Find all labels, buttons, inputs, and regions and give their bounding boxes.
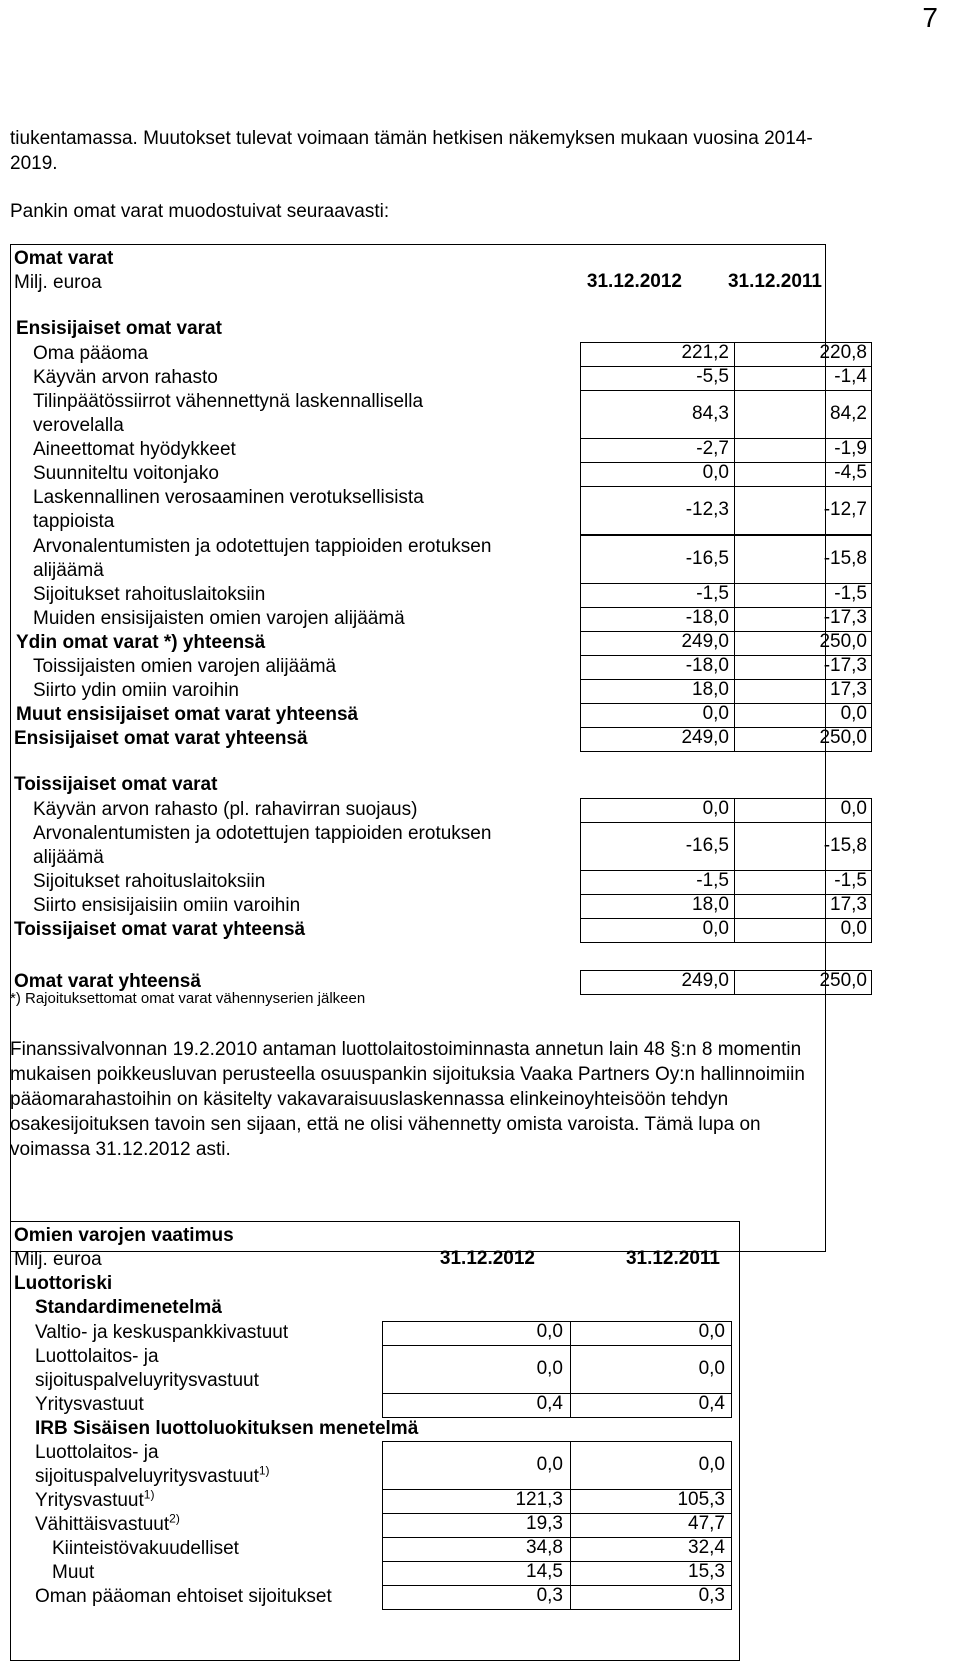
paragraph-line: voimassa 31.12.2012 asti. — [10, 1139, 231, 1160]
value-2011: 0,0 — [698, 1321, 725, 1342]
row-label: Omat varat yhteensä — [14, 971, 201, 992]
value-2012: -12,3 — [685, 499, 729, 520]
paragraph-line: osakesijoituksen tavoin sen sijaan, että ne olisi vähennetty omista varoista. Tämä lupa on — [10, 1114, 761, 1135]
value-2012: -18,0 — [685, 655, 729, 676]
row-label: Toissijaiset omat varat yhteensä — [14, 919, 306, 940]
row-label: Laskennallinen verosaaminen verotuksellisista — [33, 487, 424, 508]
row-label: Sijoitukset rahoituslaitoksiin — [33, 584, 266, 605]
value-2011: 105,3 — [677, 1489, 725, 1510]
footnote-marker: 2) — [169, 1511, 180, 1526]
row-label: Muut — [52, 1562, 95, 1583]
value-2011: 17,3 — [830, 679, 867, 700]
unit-label: Milj. euroa — [14, 1249, 102, 1270]
paragraph-line: pääomarahastoihin on käsitelty vakavaraisuuslaskennassa elinkeinoyhteisöön tehdyn — [10, 1089, 729, 1110]
value-2012: -1,5 — [696, 583, 729, 604]
row-label: Aineettomat hyödykkeet — [33, 439, 236, 460]
subsection-irb-method: IRB Sisäisen luottoluokituksen menetelmä — [35, 1418, 419, 1439]
value-2012: 19,3 — [526, 1513, 563, 1534]
value-2011: 250,0 — [819, 727, 867, 748]
page-number: 7 — [922, 2, 938, 33]
column-header-2012: 31.12.2012 — [586, 271, 682, 292]
value-2011: -17,3 — [823, 655, 867, 676]
row-label — [35, 1513, 180, 1537]
value-2012: 0,3 — [536, 1585, 563, 1606]
table-footnote: *) Rajoituksettomat omat varat vähennyserien jälkeen — [10, 990, 366, 1007]
value-2011: -1,5 — [834, 870, 867, 891]
intro-paragraph — [10, 126, 920, 176]
row-label: Ensisijaiset omat varat yhteensä — [14, 728, 308, 749]
value-2011: 84,2 — [830, 403, 867, 424]
value-2011: -15,8 — [823, 548, 867, 569]
row-label: Käyvän arvon rahasto (pl. rahavirran suojaus) — [33, 799, 418, 820]
subsection-standard-method: Standardimenetelmä — [35, 1297, 222, 1318]
row-label: Suunniteltu voitonjako — [33, 463, 219, 484]
value-2012: 249,0 — [681, 631, 729, 652]
value-2011: -4,5 — [834, 462, 867, 483]
intro-line-2: 2019. — [10, 153, 58, 174]
value-2011: 0,0 — [840, 798, 867, 819]
value-2012: -5,5 — [696, 366, 729, 387]
footnote-marker: 1) — [143, 1487, 155, 1502]
value-2011: 0,0 — [840, 703, 867, 724]
row-label-text: Vähittäisvastuut — [35, 1514, 170, 1535]
value-2012: 0,0 — [702, 462, 729, 483]
intro-line-1: tiukentamassa. Muutokset tulevat voimaan tämän hetkisen näkemyksen mukaan vuosina 2014- — [10, 128, 813, 149]
row-label: Tilinpäätössiirrot vähennettynä laskennallisella — [33, 391, 424, 412]
footnote-marker: 1) — [258, 1463, 270, 1478]
value-2011: -1,5 — [834, 583, 867, 604]
section-title-tier1: Ensisijaiset omat varat — [16, 318, 222, 339]
value-2012: 0,0 — [536, 1321, 563, 1342]
row-label-cont: sijoituspalveluyritysvastuut — [35, 1370, 259, 1391]
value-2011: -17,3 — [823, 607, 867, 628]
value-2012: 34,8 — [526, 1537, 563, 1558]
row-label: Muiden ensisijaisten omien varojen alijäämä — [33, 608, 405, 629]
row-label: Arvonalentumisten ja odotettujen tappioiden erotuksen — [33, 823, 492, 844]
row-label: Luottolaitos- ja — [35, 1346, 159, 1367]
capital-requirement-table — [10, 1225, 740, 1648]
value-2011: 0,4 — [698, 1393, 725, 1414]
value-2012: -1,5 — [696, 870, 729, 891]
value-2011: -1,9 — [834, 438, 867, 459]
row-label-cont: alijäämä — [33, 847, 104, 868]
row-label-cont — [35, 1465, 270, 1489]
unit-label: Milj. euroa — [14, 272, 102, 293]
value-2012: 18,0 — [692, 679, 729, 700]
value-2012: 0,0 — [536, 1358, 563, 1379]
row-label: Toissijaisten omien varojen alijäämä — [33, 656, 337, 677]
value-2012: 0,0 — [702, 703, 729, 724]
value-2011: -15,8 — [823, 835, 867, 856]
paragraph-line: mukaisen poikkeusluvan perusteella osuuspankin sijoituksia Vaaka Partners Oy:n hallinnoimiin — [10, 1064, 805, 1085]
row-label: Siirto ensisijaisiin omiin varoihin — [33, 895, 301, 916]
row-label: Luottolaitos- ja — [35, 1442, 159, 1463]
value-2012: 84,3 — [692, 403, 729, 424]
value-2011: -12,7 — [823, 499, 867, 520]
value-2012: 121,3 — [515, 1489, 563, 1510]
value-2012: 0,0 — [702, 918, 729, 939]
row-label-cont: tappioista — [33, 511, 115, 532]
row-label: Oman pääoman ehtoiset sijoitukset — [35, 1586, 332, 1607]
intro-lead: Pankin omat varat muodostuivat seuraavasti: — [10, 201, 390, 222]
row-label: Kiinteistövakuudelliset — [52, 1538, 239, 1559]
row-label: Arvonalentumisten ja odotettujen tappioiden erotuksen — [33, 536, 492, 557]
value-2012: 18,0 — [692, 894, 729, 915]
row-label: Valtio- ja keskuspankkivastuut — [35, 1322, 289, 1343]
value-2012: 249,0 — [681, 727, 729, 748]
table-title: Omien varojen vaatimus — [14, 1225, 234, 1246]
value-2012: 249,0 — [681, 970, 729, 991]
value-2011: 0,3 — [698, 1585, 725, 1606]
value-2012: -18,0 — [685, 607, 729, 628]
row-label: Muut ensisijaiset omat varat yhteensä — [16, 704, 359, 725]
value-2011: 0,0 — [698, 1358, 725, 1379]
value-2012: 221,2 — [681, 342, 729, 363]
value-2012: 0,0 — [536, 1454, 563, 1475]
paragraph-line: Finanssivalvonnan 19.2.2010 antaman luottolaitostoiminnasta annetun lain 48 §:n 8 momentin — [10, 1039, 802, 1060]
row-label: Oma pääoma — [33, 343, 149, 364]
column-header-2011: 31.12.2011 — [625, 1248, 720, 1269]
value-2012: 0,0 — [702, 798, 729, 819]
value-2011: 220,8 — [819, 342, 867, 363]
value-2011: 0,0 — [698, 1454, 725, 1475]
row-label-cont: verovelalla — [33, 415, 124, 436]
row-label-text: Yritysvastuut — [35, 1490, 144, 1511]
value-2012: 0,4 — [536, 1393, 563, 1414]
column-header-2012: 31.12.2012 — [439, 1248, 535, 1269]
row-label: Käyvän arvon rahasto — [33, 367, 218, 388]
value-2011: 17,3 — [830, 894, 867, 915]
value-2011: 15,3 — [688, 1561, 725, 1582]
value-2011: -1,4 — [834, 366, 867, 387]
row-label — [35, 1489, 154, 1513]
column-header-2011: 31.12.2011 — [727, 271, 822, 292]
table-title: Omat varat — [14, 248, 114, 269]
value-2011: 32,4 — [688, 1537, 725, 1558]
value-2011: 0,0 — [840, 918, 867, 939]
value-2012: 14,5 — [526, 1561, 563, 1582]
value-2012: -16,5 — [685, 548, 729, 569]
value-2011: 47,7 — [688, 1513, 725, 1534]
row-label-text: sijoituspalveluyritysvastuut — [35, 1466, 259, 1487]
section-title-tier2: Toissijaiset omat varat — [14, 774, 218, 795]
section-title-credit-risk: Luottoriski — [14, 1273, 113, 1294]
row-label: Siirto ydin omiin varoihin — [33, 680, 239, 701]
middle-paragraph — [10, 1037, 920, 1162]
row-label: Yritysvastuut — [35, 1394, 144, 1415]
row-label: Ydin omat varat *) yhteensä — [16, 632, 266, 653]
value-2012: -16,5 — [685, 835, 729, 856]
row-label-cont: alijäämä — [33, 560, 104, 581]
value-2012: -2,7 — [696, 438, 729, 459]
value-2011: 250,0 — [819, 631, 867, 652]
row-label: Sijoitukset rahoituslaitoksiin — [33, 871, 266, 892]
value-2011: 250,0 — [819, 970, 867, 991]
